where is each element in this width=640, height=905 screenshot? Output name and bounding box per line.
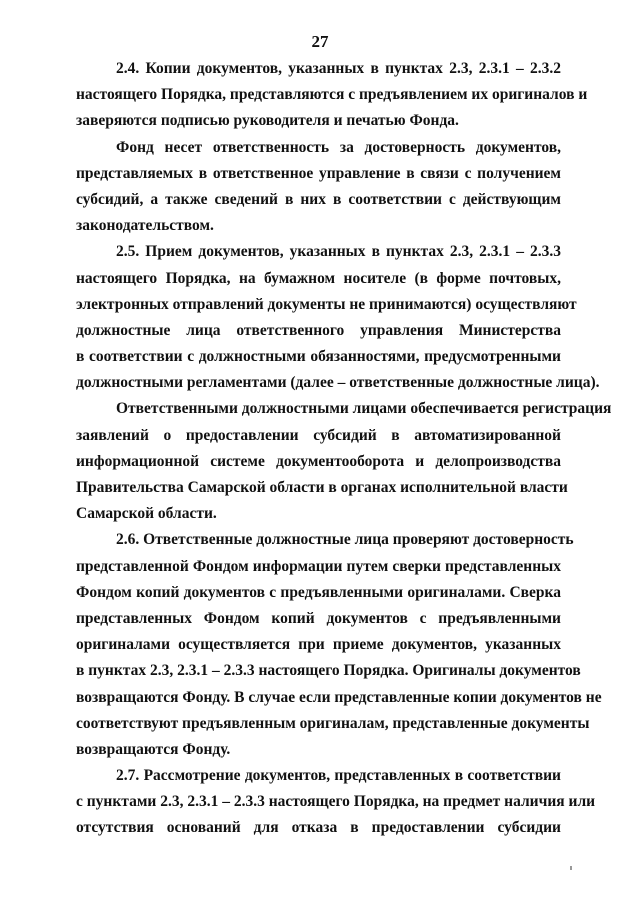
text-line: настоящего Порядка, представляются с предъявлением их оригиналов и <box>76 86 588 104</box>
paragraph-2-7 <box>76 763 596 842</box>
text-line: должностными регламентами (далее – ответственные должностные лица). <box>76 374 600 392</box>
text-line: возвращаются Фонду. В случае если представленные копии документов не <box>76 688 602 706</box>
text-line: информационной системе документооборота и делопроизводства <box>76 452 561 470</box>
text-line: в пунктах 2.3, 2.3.1 – 2.3.3 настоящего Порядка. Оригиналы документов <box>76 662 581 680</box>
paragraph-2-6 <box>76 527 602 763</box>
text-line: Фондом копий документов с предъявленными оригиналами. Сверка <box>76 583 561 601</box>
text-line: представленных Фондом копий документов с предъявленными <box>76 609 561 627</box>
text-line: 2.5. Прием документов, указанных в пунктах 2.3, 2.3.1 – 2.3.3 <box>116 243 561 261</box>
text-line: Правительства Самарской области в органах исполнительной власти <box>76 479 568 496</box>
text-line: 2.7. Рассмотрение документов, представленных в соответствии <box>116 767 561 785</box>
text-line: отсутствия оснований для отказа в предоставлении субсидии <box>76 819 561 837</box>
text-line: Ответственными должностными лицами обеспечивается регистрация <box>116 400 612 418</box>
text-line: соответствуют предъявленным оригиналам, представленные документы <box>76 714 590 732</box>
page-number: 27 <box>311 32 329 51</box>
text-line: 2.4. Копии документов, указанных в пунктах 2.3, 2.3.1 – 2.3.2 <box>116 60 561 77</box>
text-line: 2.6. Ответственные должностные лица проверяют достоверность <box>116 531 574 549</box>
text-line: Фонд несет ответственность за достоверность документов, <box>116 138 561 156</box>
paragraph-2-5 <box>76 239 600 396</box>
text-line: законодательством. <box>76 217 214 235</box>
text-line: с пунктами 2.3, 2.3.1 – 2.3.3 настоящего Порядка, на предмет наличия или <box>76 793 596 811</box>
text-line: настоящего Порядка, на бумажном носителе (в форме почтовых, <box>76 269 561 287</box>
paragraph-registration <box>76 396 612 527</box>
text-line: должностные лица ответственного управления Министерства <box>76 321 561 339</box>
text-line: возвращаются Фонду. <box>76 740 231 758</box>
text-line: представляемых в ответственное управление в связи с получением <box>76 164 561 182</box>
paragraph-fund-responsibility <box>76 135 561 240</box>
document-body <box>76 56 612 842</box>
text-line: заверяются подписью руководителя и печатью Фонда. <box>76 112 459 130</box>
text-line: в соответствии с должностными обязанностями, предусмотренными <box>76 348 561 366</box>
paragraph-2-4 <box>76 56 588 135</box>
scan-mark <box>570 866 572 870</box>
text-line: представленной Фондом информации путем сверки представленных <box>76 557 561 575</box>
text-line: субсидий, а также сведений в них в соответствии с действующим <box>76 190 561 208</box>
text-line: оригиналами осуществляется при приеме документов, указанных <box>76 636 561 654</box>
text-line: Самарской области. <box>76 505 217 523</box>
text-line: заявлений о предоставлении субсидий в автоматизированной <box>76 426 561 444</box>
text-line: электронных отправлений документы не принимаются) осуществляют <box>76 295 577 313</box>
